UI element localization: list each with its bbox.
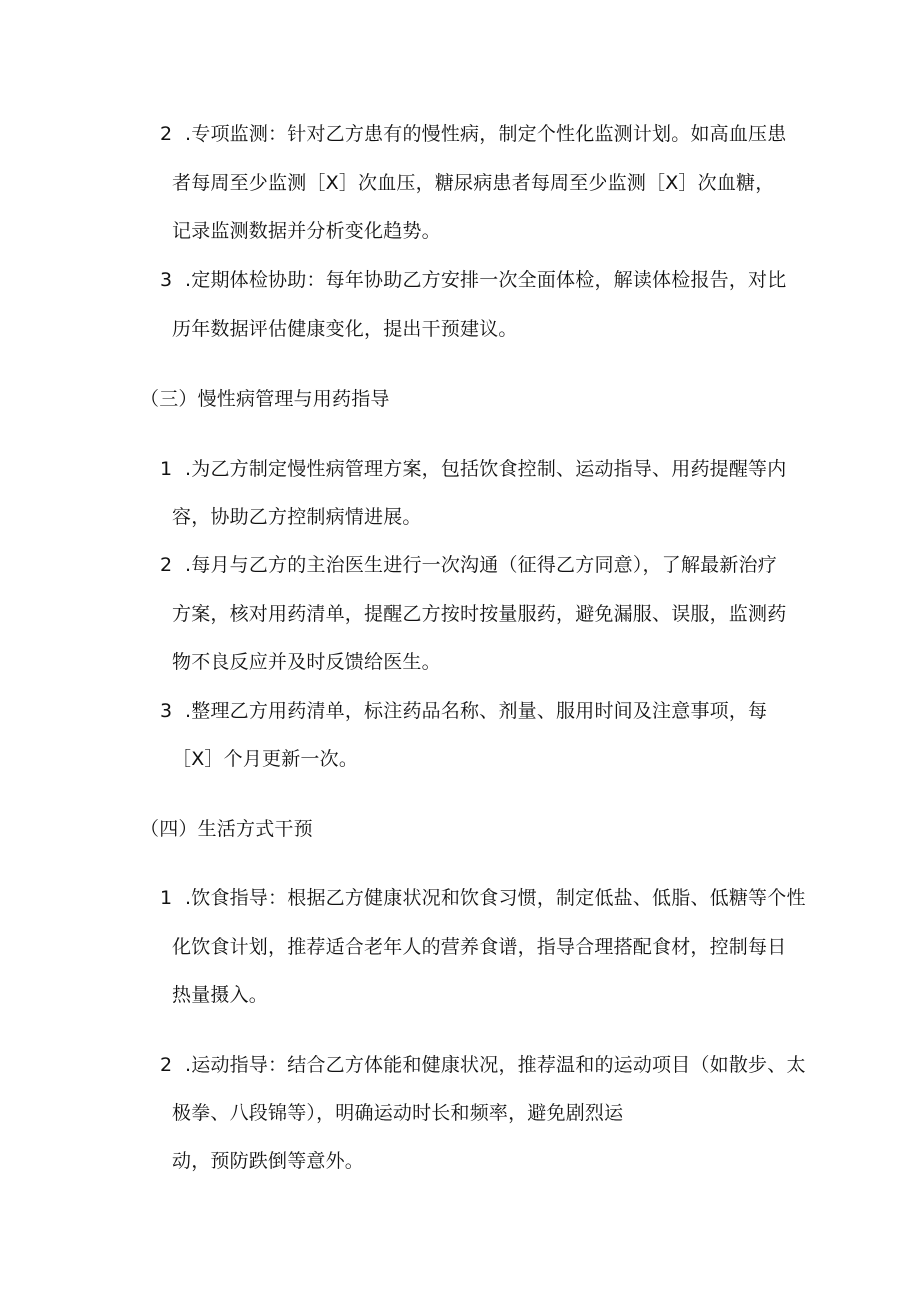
item-number: 1 xyxy=(160,887,173,909)
paragraph-line: .运动指导：结合乙方体能和健康状况，推荐温和的运动项目（如散步、太 xyxy=(185,1054,806,1076)
section-heading: （三）慢性病管理与用药指导 xyxy=(140,388,390,410)
paragraph-line: 热量摄入。 xyxy=(172,984,269,1006)
paragraph-line: 方案，核对用药清单，提醒乙方按时按量服药，避免漏服、误服，监测药 xyxy=(172,603,787,625)
paragraph-line: ［X］个月更新一次。 xyxy=(172,748,359,770)
item-number: 1 xyxy=(160,458,173,480)
item-number: 2 xyxy=(160,1054,173,1076)
paragraph-line: .每月与乙方的主治医生进行一次沟通（征得乙方同意），了解最新治疗 xyxy=(185,554,777,576)
item-number: 3 xyxy=(160,700,173,722)
paragraph-line: 动，预防跌倒等意外。 xyxy=(172,1150,365,1172)
paragraph-line: .饮食指导：根据乙方健康状况和饮食习惯，制定低盐、低脂、低糖等个性 xyxy=(185,887,806,909)
paragraph-line: .整理乙方用药清单，标注药品名称、剂量、服用时间及注意事项，每 xyxy=(185,700,768,722)
paragraph-line: .为乙方制定慢性病管理方案，包括饮食控制、运动指导、用药提醒等内 xyxy=(185,458,787,480)
paragraph-line: 容，协助乙方控制病情进展。 xyxy=(172,506,422,528)
section-heading: （四）生活方式干预 xyxy=(140,818,313,840)
paragraph-line: 极拳、八段锦等），明确运动时长和频率，避免剧烈运 xyxy=(172,1102,624,1124)
paragraph-line: 记录监测数据并分析变化趋势。 xyxy=(172,220,441,242)
paragraph-line: 物不良反应并及时反馈给医生。 xyxy=(172,651,441,673)
item-number: 2 xyxy=(160,554,173,576)
paragraph-line: 化饮食计划，推荐适合老年人的营养食谱，指导合理搭配食材，控制每日 xyxy=(172,936,787,958)
paragraph-line: 历年数据评估健康变化，提出干预建议。 xyxy=(172,318,518,340)
item-number: 3 xyxy=(160,269,173,291)
paragraph-line: .定期体检协助：每年协助乙方安排一次全面体检，解读体检报告，对比 xyxy=(185,269,787,291)
item-number: 2 xyxy=(160,123,173,145)
paragraph-line: 者每周至少监测［X］次血压，糖尿病患者每周至少监测［X］次血糖， xyxy=(172,172,775,194)
paragraph-line: .专项监测：针对乙方患有的慢性病，制定个性化监测计划。如高血压患 xyxy=(185,123,787,145)
